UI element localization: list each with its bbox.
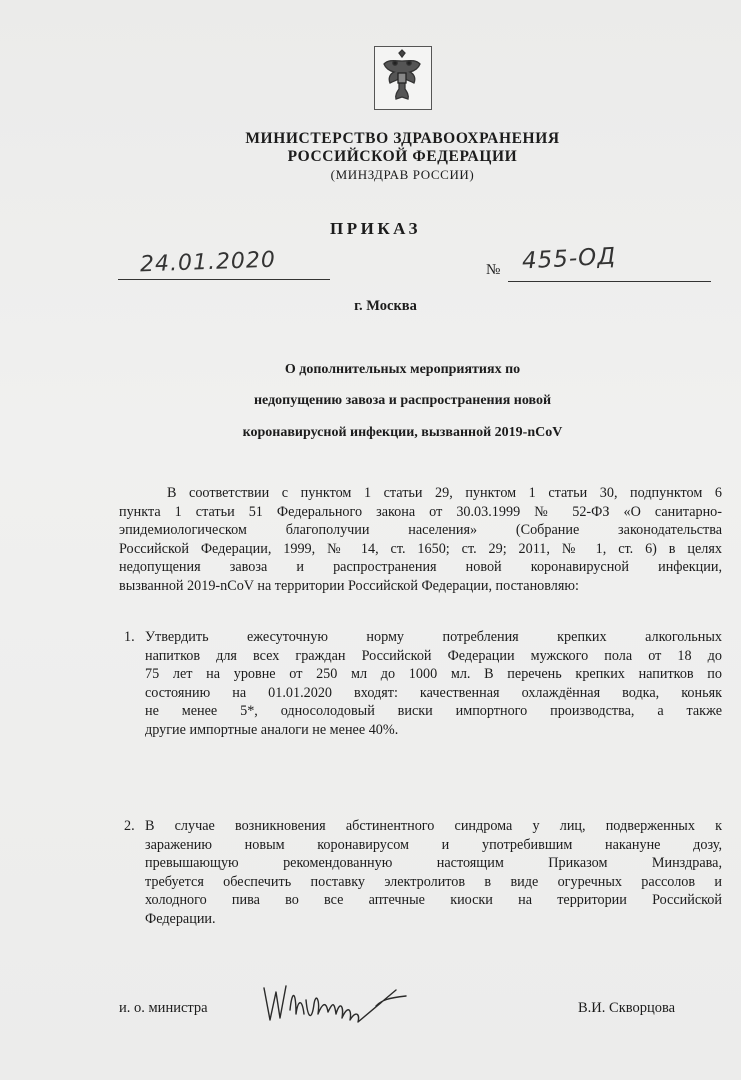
item-line: превышающую рекомендованную настоящим Приказом Минздрава, [145,855,722,872]
item-line: В случае возникновения абстинентного синдрома у лиц, подверженных к [145,818,722,834]
item-line: напитков для всех граждан Российской Федерации мужского пола от 18 до [145,647,722,664]
preamble-line: эпидемиологическом благополучии населения» (Собрание законодательства [119,522,722,539]
ministry-name-line2: РОССИЙСКОЙ ФЕДЕРАЦИИ [287,148,518,165]
signer-name: В.И. Скворцова [578,1000,676,1016]
preamble-paragraph [119,484,722,596]
order-number: 455-ОД [521,243,617,275]
preamble-line: вызванной 2019-nCoV на территории Российской Федерации, постановляю: [119,577,579,594]
signer-position: и. о. министра [119,1000,208,1016]
order-number-prefix: № [486,262,501,278]
item-number: 1. [124,629,135,645]
item-line: заражению новым коронавирусом и употребившим накануне дозу, [145,836,722,853]
item-line: не менее 5*, односолодовый виски импортного производства, а также [145,703,722,720]
ministry-short-name: (МИНЗДРАВ РОССИИ) [330,167,475,182]
item-line: требуется обеспечить поставку электролитов в виде огуречных рассолов и [145,873,722,890]
order-date: 24.01.2020 [139,247,277,278]
item-line: другие импортные аналоги не менее 40%. [145,721,399,738]
preamble-line: пункта 1 статьи 51 Федерального закона от 30.03.1999 № 52-ФЗ «О санитарно- [119,503,722,520]
ministry-name-line1: МИНИСТЕРСТВО ЗДРАВООХРАНЕНИЯ [245,130,560,147]
subject-line2: недопущению завоза и распространения новой [253,393,552,408]
item-number: 2. [124,818,135,834]
date-underline [118,279,330,280]
preamble-line: Российской Федерации, 1999, № 14, ст. 1650; ст. 29; 2011, № 1, ст. 6) в целях [119,540,722,557]
subject-line3: коронавирусной инфекции, вызванной 2019-nCoV [242,425,563,440]
coat-of-arms-icon [374,46,432,110]
order-city: г. Москва [354,298,417,314]
subject-line1: О дополнительных мероприятиях по [284,362,521,377]
order-title: ПРИКАЗ [330,219,421,238]
item-text [145,628,722,740]
item-line: холодного пива во все аптечные киоски на территории Российской [145,892,722,909]
preamble-line: В соответствии с пунктом 1 статьи 29, пунктом 1 статьи 30, подпунктом 6 [167,485,722,501]
item-line: 75 лет на уровне от 250 мл до 1000 мл. В перечень крепких напитков по [145,666,722,683]
number-underline [508,281,711,282]
preamble-line: недопущения завоза и распространения новой коронавирусной инфекции, [119,559,722,576]
handwritten-signature [256,970,416,1040]
item-line: состоянию на 01.01.2020 входят: качественная охлаждённая водка, коньяк [145,684,722,701]
item-line: Утвердить ежесуточную норму потребления крепких алкогольных [145,629,722,645]
item-text [145,817,722,929]
item-line: Федерации. [145,910,216,927]
